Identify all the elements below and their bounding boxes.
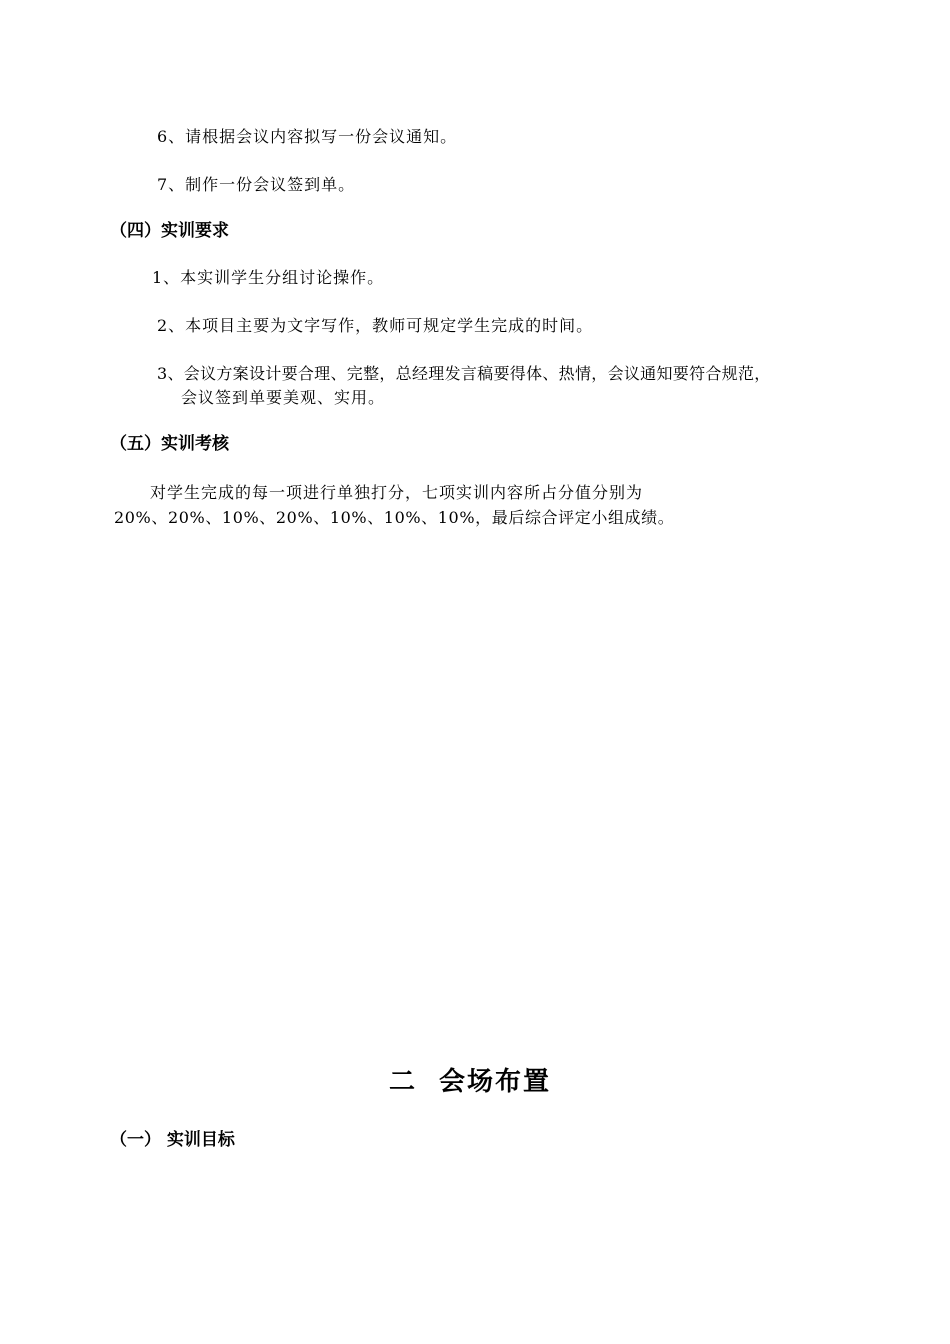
section-5-heading: （五）实训考核 <box>110 434 229 454</box>
requirement-item-2: 2、本项目主要为文字写作，教师可规定学生完成的时间。 <box>157 316 594 335</box>
task-item-6: 6、请根据会议内容拟写一份会议通知。 <box>157 127 458 146</box>
section-4-heading: （四）实训要求 <box>110 221 229 241</box>
assessment-paragraph-line-1: 对学生完成的每一项进行单独打分，七项实训内容所占分值分别为 <box>150 483 644 502</box>
chapter-2-title <box>389 1066 551 1098</box>
requirement-item-3-line-1: 3、会议方案设计要合理、完整，总经理发言稿要得体、热情，会议通知要符合规范， <box>157 364 771 383</box>
chapter-2-section-1-heading: （一） 实训目标 <box>110 1130 235 1150</box>
chapter-title-text: 会场布置 <box>439 1067 552 1097</box>
chapter-number: 二 <box>389 1067 418 1097</box>
task-item-7: 7、制作一份会议签到单。 <box>157 175 356 194</box>
requirement-item-1: 1、本实训学生分组讨论操作。 <box>152 268 385 287</box>
requirement-item-3-line-2: 会议签到单要美观、实用。 <box>181 388 386 407</box>
assessment-paragraph-line-2: 20%、20%、10%、20%、10%、10%、10%，最后综合评定小组成绩。 <box>114 508 675 527</box>
